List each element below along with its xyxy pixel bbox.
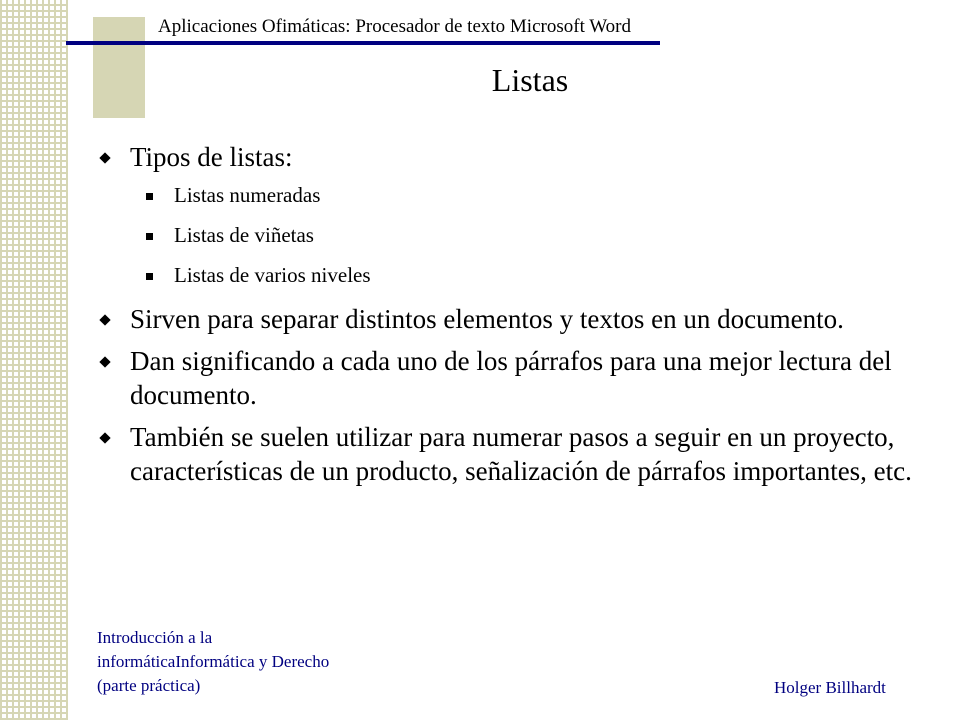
bullet-item-2 xyxy=(98,302,928,336)
diamond-bullet-icon xyxy=(99,152,110,163)
footer-line-1: Introducción a la xyxy=(97,628,213,647)
sub-bullet-item-1 xyxy=(98,182,928,208)
bullet-text: Tipos de listas: xyxy=(130,142,293,172)
sub-bullet-item-3 xyxy=(98,262,928,288)
slide-title: Listas xyxy=(491,62,569,98)
sub-bullet-text: Listas de varios niveles xyxy=(174,263,371,287)
sub-bullet-list xyxy=(98,182,928,288)
diamond-bullet-icon xyxy=(99,356,110,367)
square-bullet-icon xyxy=(146,233,153,240)
sub-bullet-text: Listas numeradas xyxy=(174,183,321,207)
bullet-item-1 xyxy=(98,140,928,174)
decorative-header-square xyxy=(93,17,145,118)
footer-line-3: (parte práctica) xyxy=(97,676,201,695)
sub-bullet-item-2 xyxy=(98,222,928,248)
bullet-text: También se suelen utilizar para numerar pasos a seguir en un proyecto, características de un producto, señalización de párrafos importantes, etc. xyxy=(130,422,912,486)
diamond-bullet-icon xyxy=(99,314,110,325)
course-title: Aplicaciones Ofimáticas: Procesador de texto Microsoft Word xyxy=(158,16,631,37)
decorative-grid-pattern xyxy=(0,0,68,720)
bullet-text: Sirven para separar distintos elementos y textos en un documento. xyxy=(130,304,844,334)
diamond-bullet-icon xyxy=(99,432,110,443)
square-bullet-icon xyxy=(146,273,153,280)
header-divider xyxy=(66,41,660,45)
bullet-item-4 xyxy=(98,420,928,488)
footer-author: Holger Billhardt xyxy=(774,678,886,697)
sub-bullet-text: Listas de viñetas xyxy=(174,223,314,247)
slide-content xyxy=(98,140,928,496)
bullet-text: Dan significando a cada uno de los párrafos para una mejor lectura del documento. xyxy=(130,346,892,410)
footer-course-info xyxy=(97,626,397,698)
bullet-item-3 xyxy=(98,344,928,412)
square-bullet-icon xyxy=(146,193,153,200)
footer-line-2: informáticaInformática y Derecho xyxy=(97,652,330,671)
